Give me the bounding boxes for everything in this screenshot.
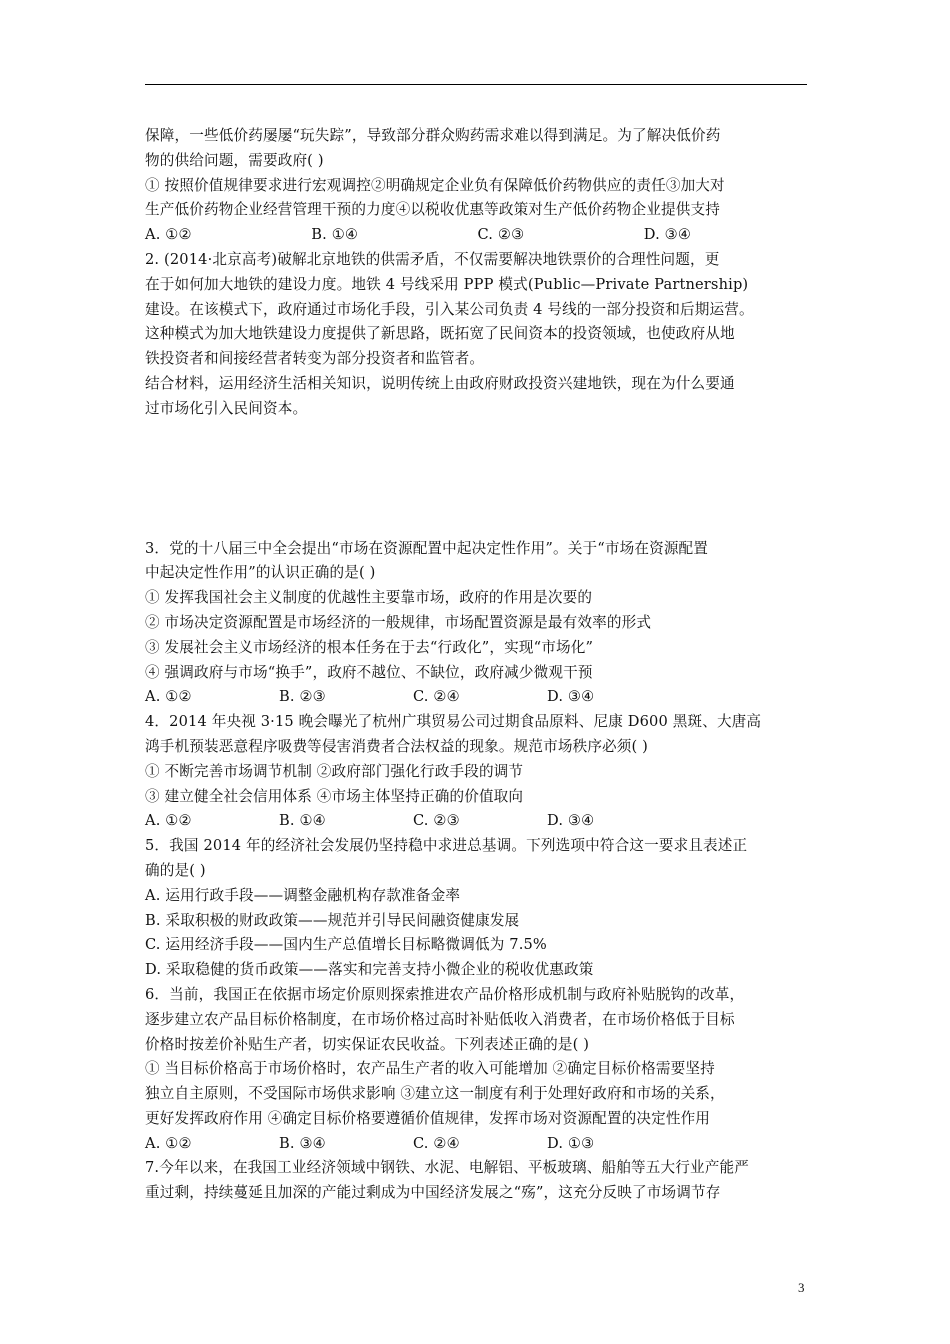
text-line: ① 不断完善市场调节机制 ②政府部门强化行政手段的调节	[145, 762, 524, 780]
text-line: 重过剩，持续蔓延且加深的产能过剩成为中国经济发展之“殇”，这充分反映了市场调节存	[145, 1184, 721, 1202]
option-d: D. ③④	[643, 226, 692, 244]
option-d: D. ③④	[547, 812, 595, 830]
question-6-options	[145, 1132, 810, 1157]
text-line: 更好发挥政府作用 ④确定目标价格要遵循价值规律，发挥市场对资源配置的决定性作用	[145, 1109, 711, 1127]
text-line: 5．我国 2014 年的经济社会发展仍坚持稳中求进总基调。下列选项中符合这一要求且表述正	[145, 837, 748, 855]
option-a: A. ①②	[145, 812, 192, 830]
text-line: 这种模式为加大地铁建设力度提供了新思路，既拓宽了民间资本的投资领域，也使政府从地	[145, 325, 735, 343]
question-1-options	[145, 223, 810, 248]
text-line: 铁投资者和间接经营者转变为部分投资者和监管者。	[145, 350, 485, 368]
text-line: 独立自主原则，不受国际市场供求影响 ③建立这一制度有利于处理好政府和市场的关系，	[145, 1085, 725, 1103]
text-line: 在于如何加大地铁的建设力度。地铁 4 号线采用 PPP 模式(Public—Private Partnership)	[145, 275, 749, 293]
text-line: 6．当前，我国正在依据市场定价原则探索推进农产品价格形成机制与政府补贴脱钩的改革，	[145, 985, 745, 1003]
text-line: 保障，一些低价药屡屡“玩失踪”，导致部分群众购药需求难以得到满足。为了解决低价药	[145, 127, 721, 144]
text-line: 鸿手机预装恶意程序吸费等侵害消费者合法权益的现象。规范市场秩序必须( )	[145, 737, 649, 755]
option-c: C. ②③	[477, 226, 525, 244]
text-line: 4．2014 年央视 3·15 晚会曝光了杭州广琪贸易公司过期食品原料、尼康 D600 黑斑、大唐高	[145, 713, 762, 731]
document-body	[145, 124, 810, 1206]
option-c: C. ②④	[413, 1134, 460, 1152]
question-4-options	[145, 809, 810, 834]
header-rule	[145, 84, 807, 85]
text-line: 2. (2014·北京高考)破解北京地铁的供需矛盾，不仅需要解决地铁票价的合理性问题，更	[145, 250, 720, 268]
question-4	[145, 710, 810, 809]
option-b: B. ①④	[279, 812, 326, 830]
text-line: ③ 建立健全社会信用体系 ④市场主体坚持正确的价值取向	[145, 787, 524, 805]
option-b: B. ②③	[279, 688, 326, 706]
question-1-stem	[145, 124, 810, 223]
text-line: 过市场化引入民间资本。	[145, 399, 308, 417]
option-c: C. ②④	[413, 688, 460, 706]
option-c: C. 运用经济手段——国内生产总值增长目标略微调低为 7.5%	[145, 936, 547, 954]
text-line: ① 按照价值规律要求进行宏观调控②明确规定企业负有保障低价药物供应的责任③加大对	[145, 176, 725, 194]
option-b: B. 采取积极的财政政策——规范并引导民间融资健康发展	[145, 911, 520, 929]
text-line: 中起决定性作用”的认识正确的是( )	[145, 564, 376, 582]
text-line: 结合材料，运用经济生活相关知识，说明传统上由政府财政投资兴建地铁，现在为什么要通	[145, 374, 735, 392]
text-line: ① 当目标价格高于市场价格时，农产品生产者的收入可能增加 ②确定目标价格需要坚持	[145, 1060, 715, 1078]
option-b: B. ①④	[311, 226, 359, 244]
answer-space	[145, 422, 810, 537]
text-line: 确的是( )	[145, 861, 206, 879]
question-7	[145, 1156, 810, 1206]
text-line: 物的供给问题，需要政府( )	[145, 151, 324, 169]
text-line: 生产低价药物企业经营管理干预的力度④以税收优惠等政策对生产低价药物企业提供支持	[145, 201, 721, 219]
option-a: A. ①②	[145, 1134, 192, 1152]
text-line: 价格时按差价补贴生产者，切实保证农民收益。下列表述正确的是( )	[145, 1035, 590, 1053]
question-5	[145, 834, 810, 983]
option-a: A. ①②	[145, 226, 192, 244]
option-c: C. ②③	[413, 812, 460, 830]
option-a: A. 运用行政手段——调整金融机构存款准备金率	[145, 886, 461, 904]
page-number: 3	[798, 1280, 805, 1295]
text-line: 建设。在该模式下，政府通过市场化手段，引入某公司负责 4 号线的一部分投资和后期运营。	[145, 300, 754, 318]
question-3-options	[145, 685, 810, 710]
text-line: ② 市场决定资源配置是市场经济的一般规律，市场配置资源是最有效率的形式	[145, 613, 652, 631]
question-6	[145, 983, 810, 1132]
text-line: 7.今年以来，在我国工业经济领域中钢铁、水泥、电解铝、平板玻璃、船舶等五大行业产能严	[145, 1159, 749, 1177]
text-line: ① 发挥我国社会主义制度的优越性主要靠市场，政府的作用是次要的	[145, 589, 593, 607]
question-2	[145, 248, 810, 422]
option-d: D. 采取稳健的货币政策——落实和完善支持小微企业的税收优惠政策	[145, 961, 594, 979]
option-d: D. ①③	[547, 1134, 595, 1152]
option-d: D. ③④	[547, 688, 595, 706]
text-line: 逐步建立农产品目标价格制度，在市场价格过高时补贴低收入消费者，在市场价格低于目标	[145, 1010, 735, 1028]
text-line: ③ 发展社会主义市场经济的根本任务在于去“行政化”，实现“市场化”	[145, 638, 594, 656]
option-b: B. ③④	[279, 1134, 326, 1152]
question-3	[145, 537, 810, 686]
option-a: A. ①②	[145, 688, 192, 706]
text-line: 3．党的十八届三中全会提出“市场在资源配置中起决定性作用”。关于“市场在资源配置	[145, 539, 709, 557]
text-line: ④ 强调政府与市场“换手”，政府不越位、不缺位，政府减少微观干预	[145, 663, 593, 681]
